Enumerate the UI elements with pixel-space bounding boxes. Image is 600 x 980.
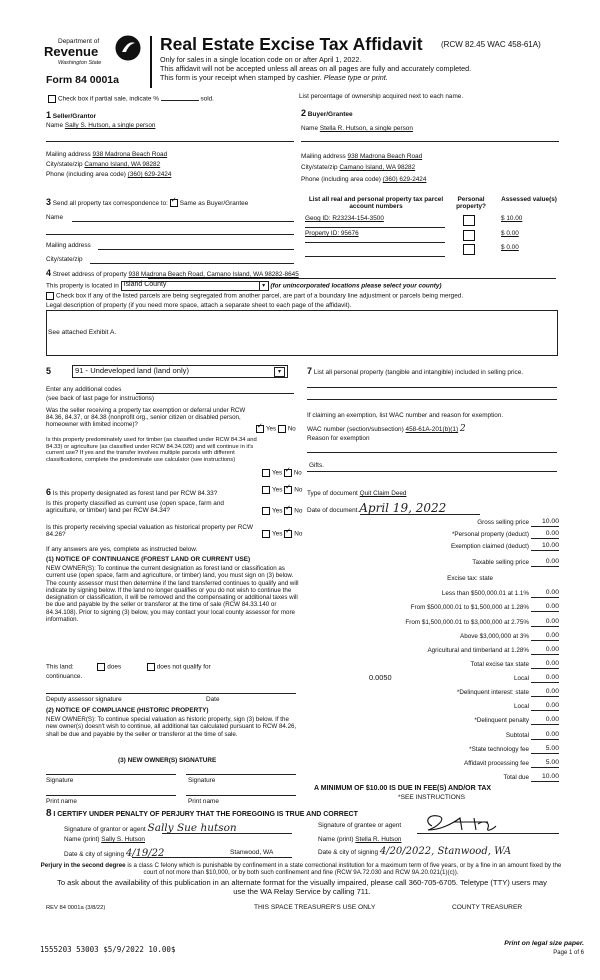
section6-q2: Is this property classified as current use (open space, farm and agriculture, or timber) land per RCW 84.34? — [46, 500, 224, 515]
buyer-phone[interactable]: (360) 629-2424 — [382, 176, 427, 183]
personal-property-checkbox[interactable] — [463, 230, 475, 241]
parcels-col3: Assessed value(s) — [501, 196, 557, 203]
section4-street-row — [46, 268, 556, 278]
tax-row — [301, 674, 559, 686]
forest-no-checkbox[interactable] — [284, 486, 292, 494]
tax-row-label: Local — [513, 703, 529, 710]
section7-label: List all personal property (tangible and intangible) included in selling price. — [313, 369, 524, 376]
q2-yes-checkbox[interactable] — [262, 469, 270, 477]
tax-row-label: *State technology fee — [469, 746, 529, 753]
parcels-col1: List all real and personal property tax parcel account numbers — [308, 196, 444, 211]
partial-sale-suffix: sold. — [200, 95, 214, 103]
parcel-line — [305, 242, 445, 243]
section3-label: Send all property tax correspondence to: — [52, 200, 168, 207]
seller-phone[interactable]: (360) 629-2424 — [127, 171, 172, 178]
ownership-label: List percentage of ownership acquired next to each name. — [299, 93, 464, 100]
wac-hand-note: 2 — [459, 424, 466, 434]
section6-q1: Is this property designated as forest land per RCW 84.33? — [52, 490, 218, 497]
tax-row — [301, 646, 559, 658]
historic-yes-checkbox[interactable] — [262, 530, 270, 538]
buyer-heading — [301, 108, 353, 118]
grantee-name-label: Name (print) — [318, 836, 354, 843]
section7-line — [307, 399, 557, 400]
buyer-num: 2 — [301, 108, 307, 118]
perjury-notice — [40, 862, 562, 876]
q2-no-checkbox[interactable] — [284, 469, 292, 477]
historic-no-checkbox[interactable] — [284, 530, 292, 538]
grantor-date-label: Date & city of signing — [64, 851, 125, 858]
grantor-name[interactable]: Sally S. Hutson — [101, 836, 145, 843]
section6-any-yes: If any answers are yes, complete as instructed below. — [46, 546, 198, 553]
county-treasurer: COUNTY TREASURER — [452, 904, 523, 911]
partial-sale-pct[interactable] — [161, 100, 199, 101]
tax-row-label: Local — [513, 675, 529, 682]
section5-num: 5 — [46, 366, 52, 376]
local-rate: 0.0050 — [369, 673, 392, 682]
grantor-date[interactable]: 4/19/22 — [125, 848, 165, 859]
alt-format-notice: To ask about the availability of this publication in an alternate format for the visually impaired, please call 360-705-6705. Teletype (TTY) users may use the WA Relay Service by calling 711. — [57, 878, 547, 896]
grantee-name[interactable]: Stella R. Hutson — [355, 836, 402, 843]
tax-row-label: Exemption claimed (deduct) — [450, 543, 529, 550]
tax-row-amount[interactable]: 0.00 — [531, 688, 559, 697]
buyer-mailing[interactable]: 938 Madrona Beach Road — [347, 153, 423, 160]
section6-q2-answers — [262, 507, 302, 515]
notice2-heading: (2) NOTICE OF COMPLIANCE (HISTORIC PROPERTY) — [46, 707, 209, 714]
county-select[interactable] — [121, 281, 269, 291]
assessed-value[interactable]: $ 0.00 — [501, 230, 519, 237]
seller-city-label: City/state/zip — [46, 161, 83, 168]
current-use-no-checkbox[interactable] — [284, 507, 292, 515]
assessed-value[interactable]: $ 10.00 — [501, 215, 523, 222]
legal-label: Legal description of property (if you need more space, attach a separate sheet to each page of the affidavit). — [46, 302, 352, 309]
grantor-date-line — [132, 857, 292, 858]
tax-row-label: Total excise tax state — [470, 661, 529, 668]
buyer-city-label: City/state/zip — [301, 164, 338, 171]
tax-row-label: Above $3,000,000 at 3% — [460, 633, 529, 640]
section8-num: 8 — [46, 808, 52, 819]
buyer-name-row — [301, 125, 413, 132]
add-codes-line — [136, 393, 294, 394]
partial-sale-label: Check box if partial sale, indicate % — [58, 95, 159, 103]
doc-date[interactable]: April 19, 2022 — [359, 501, 447, 515]
tax-row-label: *Personal property (deduct) — [451, 531, 529, 538]
tax-row — [301, 688, 559, 700]
section3-line2 — [46, 234, 294, 235]
owner-name-line — [186, 795, 296, 796]
tax-row-amount[interactable]: 0.00 — [531, 589, 559, 598]
q1-yes-checkbox[interactable] — [256, 425, 264, 433]
personal-property-checkbox[interactable] — [463, 215, 475, 226]
personal-property-checkbox[interactable] — [463, 244, 475, 255]
legal-paper-note: Print on legal size paper. — [504, 940, 584, 947]
deputy-date-label: Date — [206, 696, 220, 703]
tax-row-label: Affidavit processing fee — [464, 760, 529, 767]
new-owner-sig-heading: (3) NEW OWNER(S) SIGNATURE — [118, 757, 217, 764]
doc-date-line — [360, 514, 480, 515]
deputy-sig-line — [46, 693, 296, 694]
header-divider — [150, 36, 152, 88]
tax-row — [301, 542, 559, 554]
seller-name-label: Name — [46, 122, 64, 129]
notice1-text: NEW OWNER(S): To continue the current designation as forest land or classification as current use (open space, farm and agriculture, or timber) land, you must sign on (3) below. The county assessor must then determine if the land transferred continues to qualify and will indicate by signing below. If the land no longer qualifies or you do not wish to continue the designation or classification, it will be removed and the compensating or additional taxes will be due and payable by the seller or transferor at the time of sale (RCW 84.33.140 or 84.34.108). Prior to signing (3) below, you may contact your local county assessor for more information. — [46, 565, 299, 623]
certify-row — [46, 808, 358, 820]
tax-row-amount[interactable]: 0.00 — [531, 660, 559, 669]
seller-mailing[interactable]: 938 Madrona Beach Road — [92, 151, 168, 158]
dept-line3: Washington State — [58, 60, 102, 66]
section3-name-line — [72, 221, 294, 222]
recording-stamp: 1555203 53003 $5/9/2022 10.00$ — [40, 945, 176, 954]
section3-row — [46, 197, 248, 207]
q1-yes-label: Yes — [266, 425, 277, 433]
grantor-name-label: Name (print) — [64, 836, 100, 843]
section4-county-row — [46, 281, 556, 291]
q2-no-label: No — [293, 469, 302, 477]
perjury-bold: Perjury in the second degree — [40, 862, 126, 869]
county-value: Island County — [123, 281, 167, 288]
tax-row-amount[interactable]: 10.00 — [531, 773, 559, 782]
parcel-number[interactable]: Geog ID: R23234-154-3500 — [305, 215, 384, 222]
doc-date-label: Date of document — [307, 507, 358, 514]
q1-no-checkbox[interactable] — [278, 425, 286, 433]
tax-row — [301, 702, 559, 714]
section3-name-label: Name — [46, 214, 64, 221]
parcel-row — [305, 215, 560, 227]
same-as-buyer-label: Same as Buyer/Grantee — [179, 200, 249, 207]
grantor-city[interactable]: Stanwood, WA — [230, 849, 274, 856]
grantor-sig-line — [162, 833, 292, 834]
section6-num: 6 — [46, 487, 52, 497]
grantee-name-row — [318, 836, 401, 843]
doc-type-label: Type of document — [307, 490, 358, 497]
dor-logo — [44, 38, 144, 72]
reason-label: Reason for exemption — [307, 435, 370, 442]
section6-q1-answers — [262, 486, 302, 494]
section7-num: 7 — [307, 366, 313, 376]
seller-city[interactable]: Camano Island, WA 98282 — [84, 161, 161, 168]
section5-q1-answers — [256, 425, 296, 433]
forest-yes-label: Yes — [272, 486, 283, 494]
wac-label: WAC number (section/subsection) — [307, 426, 404, 433]
tax-row-amount[interactable]: 0.00 — [531, 618, 559, 627]
tax-row — [301, 632, 559, 644]
buyer-name-label: Name — [301, 125, 319, 132]
buyer-name[interactable]: Stella R. Hutson, a single person — [319, 125, 413, 132]
does-checkbox[interactable] — [97, 663, 105, 671]
parcel-row — [305, 230, 560, 242]
seller-phone-label: Phone (including area code) — [46, 171, 126, 178]
land-use-select[interactable] — [72, 365, 288, 378]
legal-description: See attached Exhibit A. — [48, 329, 117, 336]
header-sub1: Only for sales in a single location code on or after April 1, 2022. — [160, 55, 362, 64]
grantee-date[interactable]: 4/20/2022, Stanwood, WA — [379, 846, 512, 857]
grantor-sig-label: Signature of grantor or agent — [64, 826, 146, 833]
tax-row-amount[interactable]: 0.00 — [531, 716, 559, 725]
historic-no-label: No — [294, 530, 303, 538]
buyer-city[interactable]: Camano Island, WA 98282 — [339, 164, 416, 171]
tax-row — [301, 731, 559, 743]
tax-row-label: Subtotal — [505, 732, 529, 739]
seller-heading — [46, 110, 96, 120]
tax-row — [301, 574, 559, 586]
form-title: Real Estate Excise Tax Affidavit — [160, 34, 423, 54]
tax-row-label: Gross selling price — [477, 519, 529, 526]
reason-line — [307, 471, 557, 472]
segregated-label: Check box if any of the listed parcels are being segregated from another parcel, are part of a boundary line adjustment or parcels being merged. — [56, 292, 464, 300]
chevron-down-icon: ▾ — [259, 282, 268, 290]
deputy-sig-label: Deputy assessor signature — [46, 696, 122, 703]
buyer-heading-label: Buyer/Grantee — [307, 111, 353, 118]
unincorporated-note: (for unincorporated locations please select your county) — [270, 282, 442, 290]
buyer-phone-label: Phone (including area code) — [301, 176, 381, 183]
tax-row-amount[interactable]: 0.00 — [531, 632, 559, 641]
this-land-row — [46, 663, 296, 671]
same-as-buyer-checkbox[interactable] — [170, 199, 178, 207]
partial-sale-checkbox[interactable] — [48, 95, 56, 103]
continuance-label: continuance. — [46, 673, 83, 680]
tax-row — [301, 589, 559, 601]
seller-mailing-row — [46, 151, 167, 158]
buyer-mailing-label: Mailing address — [301, 153, 346, 160]
tax-row-label: *Delinquent interest: state — [456, 689, 529, 696]
section3-city-line — [90, 263, 294, 264]
section6-q3-answers — [262, 530, 302, 538]
segregated-checkbox[interactable] — [46, 292, 54, 300]
tax-row-amount[interactable]: 0.00 — [531, 646, 559, 655]
tax-row-amount[interactable]: 0.00 — [531, 731, 559, 740]
tax-row-label: Excise tax: state — [447, 575, 493, 582]
grantee-sig-row — [318, 822, 401, 829]
tax-row — [301, 759, 559, 771]
tax-row-label: Agricultural and timberland at 1.28% — [427, 647, 529, 654]
certify-text: I CERTIFY UNDER PENALTY OF PERJURY THAT THE FOREGOING IS TRUE AND CORRECT — [53, 811, 358, 818]
form-title-ref: (RCW 82.45 WAC 458-61A) — [441, 40, 541, 49]
doc-type[interactable]: Quit Claim Deed — [359, 490, 407, 497]
property-street[interactable]: 938 Madrona Beach Road, Camano Island, WA 98282-8645 — [128, 271, 299, 278]
buyer-phone-row — [301, 176, 426, 183]
page-number: Page 1 of 6 — [553, 950, 584, 956]
tax-row-amount[interactable]: 0.00 — [531, 702, 559, 711]
tax-row-amount[interactable]: 0.00 — [531, 558, 559, 567]
tax-row-amount[interactable]: 5.00 — [531, 745, 559, 754]
tax-row-amount[interactable]: 10.00 — [531, 542, 559, 551]
exempt-label: If claiming an exemption, list WAC number and reason for exemption. — [307, 412, 504, 419]
header-sub3a: This form is your receipt when stamped by cashier. — [160, 73, 322, 82]
tax-row — [301, 518, 559, 530]
header-sub3 — [160, 74, 388, 82]
wac-row — [307, 424, 466, 434]
tax-row — [301, 745, 559, 757]
buyer-mailing-row — [301, 153, 422, 160]
section3-num: 3 — [46, 197, 52, 207]
parcel-line — [305, 227, 445, 228]
owner-sig-line — [186, 774, 296, 775]
tax-row — [301, 660, 559, 672]
grantor-signature[interactable]: Sally Sue hutson — [147, 822, 237, 834]
dept-line2: Revenue — [44, 44, 99, 59]
parcel-number[interactable]: Property ID: 95676 — [305, 230, 359, 237]
minimum-note: A MINIMUM OF $10.00 IS DUE IN FEE(S) AND/OR TAX — [314, 785, 492, 792]
tax-row-amount[interactable]: 5.00 — [531, 759, 559, 768]
seller-num: 1 — [46, 110, 52, 120]
section5-q2-answers — [262, 469, 302, 477]
add-codes-note: (see back of last page for instructions) — [46, 395, 154, 402]
section4-num: 4 — [46, 268, 52, 278]
perjury-text: is a class C felony which is punishable by confinement in a state correctional institution for a maximum term of five years, or by a fine in an amount fixed by the court of not more than $10,000, or by both such confinement and fine (RCW 9A.72.030 and RCW 9A.20.021(1)(c)). — [127, 862, 562, 877]
dept-line1: Department of — [58, 38, 100, 45]
tax-row-amount[interactable]: 10.00 — [531, 518, 559, 527]
parcel-row — [305, 244, 560, 256]
does-label: does — [107, 663, 122, 671]
section4-street-line — [148, 278, 556, 279]
does-not-checkbox[interactable] — [147, 663, 155, 671]
section6-q1-row — [46, 487, 258, 497]
header-sub3b: Please type or print. — [323, 73, 388, 82]
add-codes-label: Enter any additional codes — [46, 386, 122, 393]
assessed-value[interactable]: $ 0.00 — [501, 244, 519, 251]
section3-city-label: City/state/zip — [46, 256, 83, 263]
section3-mailing-line — [98, 249, 294, 250]
owner-signature-label: Signature — [46, 777, 74, 784]
land-use-value: 91 - Undeveloped land (land only) — [75, 366, 189, 375]
located-label: This property is located in — [46, 282, 119, 290]
owner-print-name-label: Print name — [188, 798, 219, 805]
seller-name-row — [46, 122, 294, 129]
seller-line — [46, 141, 294, 142]
current-use-yes-checkbox[interactable] — [262, 507, 270, 515]
rev-label: REV 84 0001a (3/8/22) — [46, 905, 106, 911]
tax-row-label: From $1,500,000.01 to $3,000,000 at 2.75% — [405, 619, 529, 626]
grantor-name-row — [64, 836, 145, 843]
buyer-line — [301, 141, 559, 142]
tax-row-label: Total due — [503, 774, 529, 781]
legal-description-box[interactable] — [46, 310, 558, 356]
seller-city-row — [46, 161, 160, 168]
tax-row — [301, 716, 559, 728]
current-use-no-label: No — [294, 507, 303, 515]
tax-row — [301, 618, 559, 630]
section3-mailing-label: Mailing address — [46, 242, 91, 249]
does-not-label: does not qualify for — [156, 663, 211, 671]
section4-street-label: Street address of property — [52, 271, 127, 278]
notice2-text: NEW OWNER(S): To continue special valuation as historic property, sign (3) below. If the new owner(s) doesn't wish to continue, all additional tax calculated pursuant to RCW 84.26, shall be due and payable by the seller or transferor at the time of sale. — [46, 716, 297, 738]
grantee-date-label: Date & city of signing — [318, 849, 379, 856]
tax-row — [301, 530, 559, 542]
seller-heading-label: Seller/Grantor — [52, 113, 97, 120]
tax-row-label: *Delinquent penalty — [474, 717, 529, 724]
segregated-row — [46, 292, 558, 300]
dor-seal-icon — [114, 34, 142, 62]
forest-no-label: No — [294, 486, 303, 494]
treasurer-use: THIS SPACE TREASURER'S USE ONLY — [254, 904, 376, 911]
seller-name[interactable]: Sally S. Hutson, a single person — [64, 122, 156, 129]
tax-row-amount[interactable]: 0.00 — [531, 674, 559, 683]
reason-line — [307, 452, 557, 453]
buyer-city-row — [301, 164, 415, 171]
q2-yes-label: Yes — [272, 469, 283, 477]
notice1-heading: (1) NOTICE OF CONTINUANCE (FOREST LAND OR CURRENT USE) — [46, 556, 251, 563]
wac-value[interactable]: 458-61A-201(b)(1) — [405, 426, 459, 433]
chevron-down-icon: ▾ — [274, 367, 285, 377]
historic-yes-label: Yes — [272, 530, 283, 538]
tax-row — [301, 558, 559, 570]
header-sub2: This affidavit will not be accepted unless all areas on all pages are fully and accurately completed. — [160, 64, 472, 73]
owner-signature-label: Signature — [188, 777, 216, 784]
q1-no-label: No — [287, 425, 296, 433]
seller-mailing-label: Mailing address — [46, 151, 91, 158]
parcels-col2: Personal property? — [456, 196, 486, 211]
form-number: Form 84 0001a — [46, 74, 119, 86]
current-use-yes-label: Yes — [272, 507, 283, 515]
grantee-sig-line — [417, 833, 559, 834]
grantee-date-row — [318, 846, 511, 858]
tax-row-label: Less than $500,000.01 at 1.1% — [441, 590, 529, 597]
doc-type-row — [307, 490, 406, 497]
owner-name-line — [46, 795, 176, 796]
section7-line — [307, 387, 557, 388]
tax-row — [301, 603, 559, 615]
tax-row — [301, 773, 559, 785]
this-land-label: This land: — [46, 663, 74, 671]
section7-row — [307, 366, 557, 376]
grantee-sig-label: Signature of grantee or agent — [318, 822, 402, 829]
tax-row-label: From $500,000.01 to $1,500,000 at 1.28% — [410, 604, 529, 611]
forest-yes-checkbox[interactable] — [262, 486, 270, 494]
owner-sig-line — [46, 774, 176, 775]
tax-row-amount[interactable]: 0.00 — [531, 603, 559, 612]
section5-q2: Is this property predominately used for timber (as classified under RCW 84.34 and 84.33) or agriculture (as classified under RCW 84.34.020) and will continue in it's current use? If yes and the transfer involves multiple parcels with different classifications, complete the predominate use calculator (see instructions) — [46, 437, 257, 463]
owner-print-name-label: Print name — [46, 798, 77, 805]
tax-row-amount[interactable]: 0.00 — [531, 530, 559, 539]
section5-q1: Was the seller receiving a property tax exemption or deferral under RCW 84.36, 84.37, or 84.38 (nonprofit org., senior citizen or disabled person, homeowner with limited income)? — [46, 407, 246, 429]
partial-sale-row — [48, 95, 214, 103]
section6-q3: Is this property receiving special valuation as historical property per RCW 84.26? — [46, 524, 254, 539]
seller-phone-row — [46, 171, 171, 178]
see-instructions: *SEE INSTRUCTIONS — [398, 794, 466, 801]
tax-row-label: Taxable selling price — [472, 559, 529, 566]
parcel-line — [305, 256, 445, 257]
reason-value[interactable]: Gifts. — [309, 462, 324, 469]
